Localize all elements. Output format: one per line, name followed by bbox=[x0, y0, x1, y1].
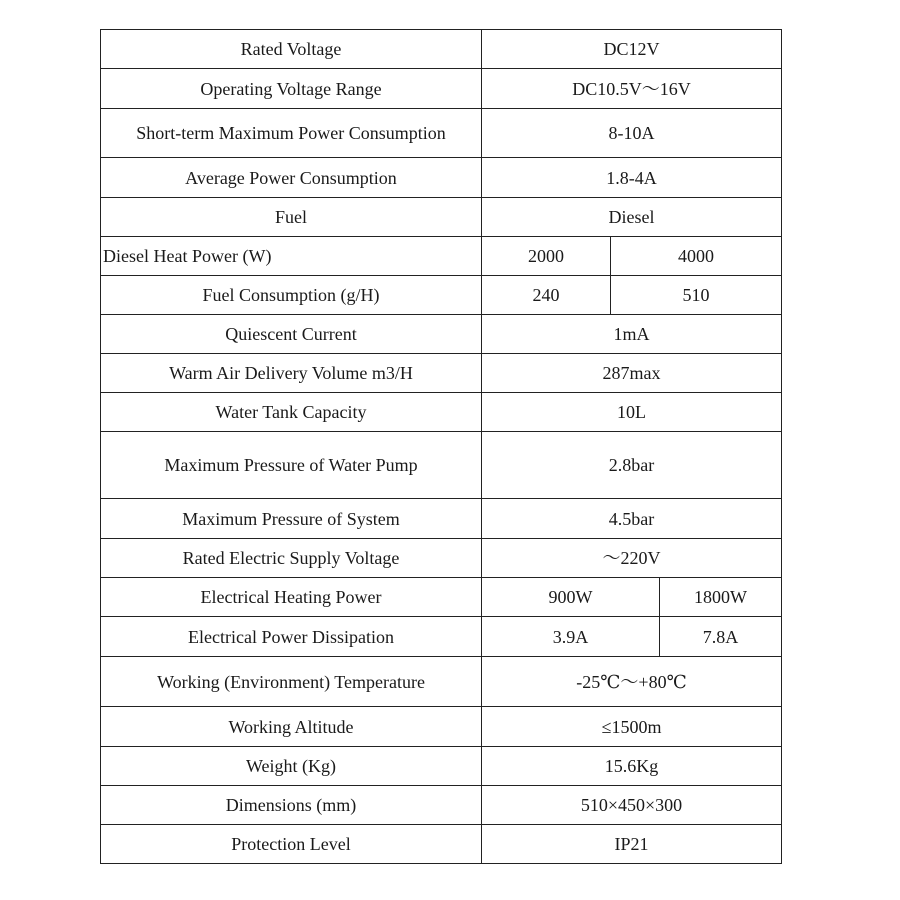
spec-label: Fuel Consumption (g/H) bbox=[101, 276, 482, 315]
spec-value: 15.6Kg bbox=[482, 747, 782, 786]
table-row-short-term-max-power bbox=[101, 109, 782, 158]
spec-label: Maximum Pressure of Water Pump bbox=[101, 432, 482, 499]
spec-value-low: 2000 bbox=[482, 237, 611, 276]
spec-value: DC12V bbox=[482, 30, 782, 69]
spec-label: Water Tank Capacity bbox=[101, 393, 482, 432]
spec-label: Dimensions (mm) bbox=[101, 786, 482, 825]
spec-label: Fuel bbox=[101, 198, 482, 237]
spec-value: DC10.5V～16V bbox=[482, 69, 782, 109]
table-row-warm-air-delivery bbox=[101, 354, 782, 393]
spec-value: 10L bbox=[482, 393, 782, 432]
table-row-system-pressure bbox=[101, 499, 782, 539]
table-row-fuel bbox=[101, 198, 782, 237]
table-row-water-pump-pressure bbox=[101, 432, 782, 499]
spec-value-low: 3.9A bbox=[482, 617, 660, 657]
table-row-rated-supply-voltage bbox=[101, 539, 782, 578]
spec-label: Rated Electric Supply Voltage bbox=[101, 539, 482, 578]
spec-label: Average Power Consumption bbox=[101, 158, 482, 198]
spec-label: Warm Air Delivery Volume m3/H bbox=[101, 354, 482, 393]
table-row-protection-level bbox=[101, 825, 782, 864]
spec-label: Electrical Heating Power bbox=[101, 578, 482, 617]
spec-label: Quiescent Current bbox=[101, 315, 482, 354]
table-row-electrical-power-dissipation bbox=[101, 617, 782, 657]
table-row-working-altitude bbox=[101, 707, 782, 747]
spec-label: Weight (Kg) bbox=[101, 747, 482, 786]
table-row-diesel-heat-power bbox=[101, 237, 782, 276]
spec-label: Electrical Power Dissipation bbox=[101, 617, 482, 657]
spec-value-high: 1800W bbox=[660, 578, 782, 617]
spec-value-high: 4000 bbox=[611, 237, 782, 276]
table-row-dimensions bbox=[101, 786, 782, 825]
spec-value: 510×450×300 bbox=[482, 786, 782, 825]
table-row-operating-voltage-range bbox=[101, 69, 782, 109]
table-row-average-power bbox=[101, 158, 782, 198]
spec-value-high: 7.8A bbox=[660, 617, 782, 657]
table-row-electrical-heating-power bbox=[101, 578, 782, 617]
spec-value: 1.8-4A bbox=[482, 158, 782, 198]
table-row-fuel-consumption bbox=[101, 276, 782, 315]
spec-value-high: 510 bbox=[611, 276, 782, 315]
spec-label: Operating Voltage Range bbox=[101, 69, 482, 109]
spec-label: Working Altitude bbox=[101, 707, 482, 747]
spec-value-low: 900W bbox=[482, 578, 660, 617]
spec-value: 2.8bar bbox=[482, 432, 782, 499]
spec-value: ≤1500m bbox=[482, 707, 782, 747]
spec-value: Diesel bbox=[482, 198, 782, 237]
spec-value-low: 240 bbox=[482, 276, 611, 315]
table-row-rated-voltage bbox=[101, 30, 782, 69]
spec-label: Short-term Maximum Power Consumption bbox=[101, 109, 482, 158]
specification-table bbox=[100, 29, 782, 864]
table-row-working-temperature bbox=[101, 657, 782, 707]
table-row-quiescent-current bbox=[101, 315, 782, 354]
table-row-water-tank-capacity bbox=[101, 393, 782, 432]
spec-value: 4.5bar bbox=[482, 499, 782, 539]
spec-label: Protection Level bbox=[101, 825, 482, 864]
spec-value: 8-10A bbox=[482, 109, 782, 158]
table-row-weight bbox=[101, 747, 782, 786]
spec-value: 287max bbox=[482, 354, 782, 393]
spec-label: Maximum Pressure of System bbox=[101, 499, 482, 539]
spec-value: -25℃～+80℃ bbox=[482, 657, 782, 707]
spec-value: ～220V bbox=[482, 539, 782, 578]
spec-label: Diesel Heat Power (W) bbox=[101, 237, 482, 276]
spec-value: 1mA bbox=[482, 315, 782, 354]
spec-label: Working (Environment) Temperature bbox=[101, 657, 482, 707]
spec-label: Rated Voltage bbox=[101, 30, 482, 69]
spec-value: IP21 bbox=[482, 825, 782, 864]
